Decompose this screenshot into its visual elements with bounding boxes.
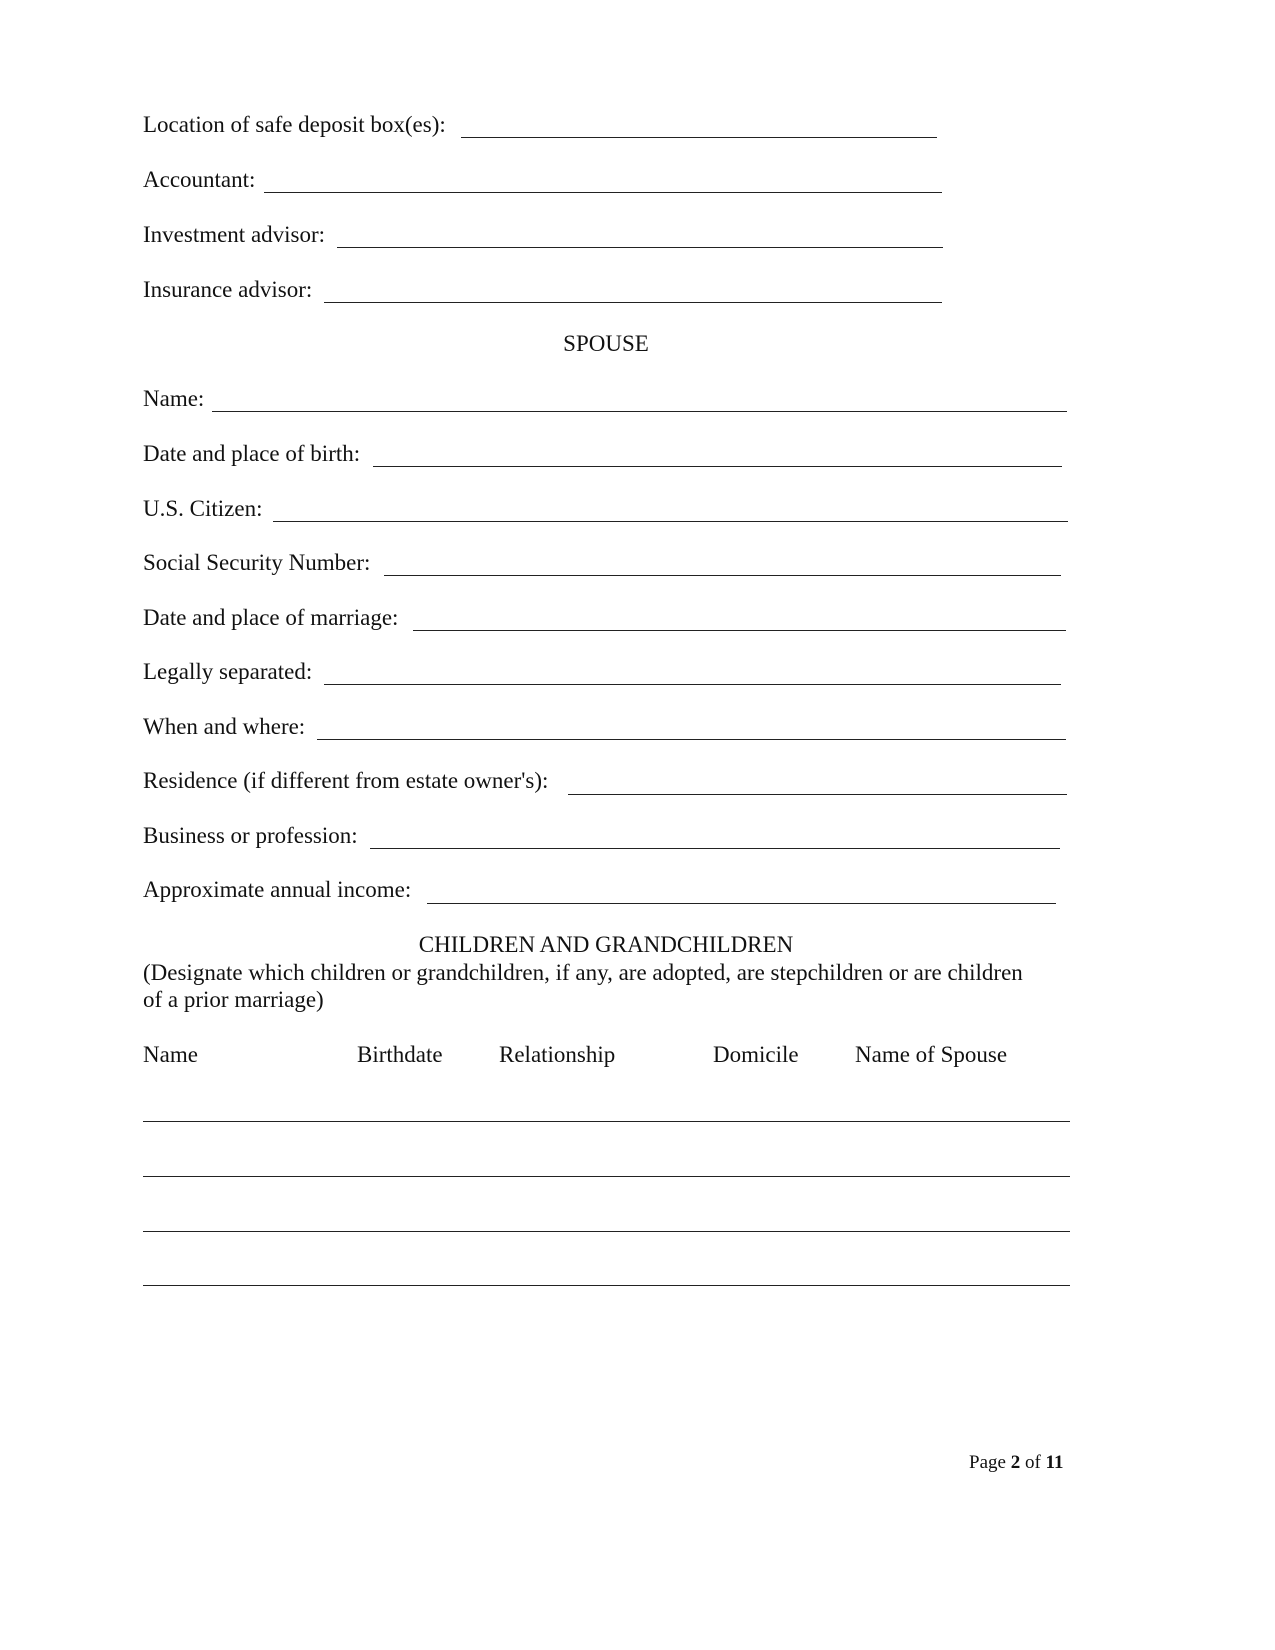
column-header-name: Name: [143, 1042, 198, 1067]
section-heading-children: CHILDREN AND GRANDCHILDREN: [418, 932, 794, 957]
spouse-line-income[interactable]: [427, 903, 1056, 904]
section-heading-spouse: SPOUSE: [563, 331, 649, 356]
field-line-insurance-advisor[interactable]: [324, 302, 942, 303]
children-note-line1: (Designate which children or grandchildren, if any, are adopted, are stepchildren or are children: [143, 960, 1023, 985]
children-row-line[interactable]: [143, 1176, 1070, 1177]
column-header-domicile: Domicile: [713, 1042, 799, 1067]
page-number: [969, 1452, 1063, 1474]
spouse-line-marriage[interactable]: [413, 630, 1066, 631]
spouse-label-business: Business or profession:: [143, 823, 358, 848]
spouse-line-name[interactable]: [212, 411, 1067, 412]
children-row-line[interactable]: [143, 1285, 1070, 1286]
spouse-label-birth: Date and place of birth:: [143, 441, 361, 466]
children-note-line2: of a prior marriage): [143, 987, 324, 1012]
spouse-line-birth[interactable]: [373, 466, 1062, 467]
spouse-label-name: Name:: [143, 386, 205, 411]
field-label-safe-deposit: Location of safe deposit box(es):: [143, 112, 446, 137]
page-prefix: Page: [969, 1452, 1006, 1473]
spouse-label-income: Approximate annual income:: [143, 877, 412, 902]
column-header-birthdate: Birthdate: [357, 1042, 443, 1067]
spouse-label-ssn: Social Security Number:: [143, 550, 371, 575]
column-header-relationship: Relationship: [499, 1042, 616, 1067]
spouse-label-residence: Residence (if different from estate owner's):: [143, 768, 549, 793]
children-row-line[interactable]: [143, 1231, 1070, 1232]
page-of: of: [1024, 1452, 1041, 1473]
spouse-line-separated[interactable]: [324, 684, 1061, 685]
page-total: 11: [1045, 1452, 1064, 1473]
spouse-label-when-where: When and where:: [143, 714, 306, 739]
page-current: 2: [1010, 1452, 1021, 1473]
field-label-accountant: Accountant:: [143, 167, 256, 192]
field-line-accountant[interactable]: [264, 192, 942, 193]
field-line-investment-advisor[interactable]: [337, 247, 943, 248]
column-header-spouse-name: Name of Spouse: [855, 1042, 1008, 1067]
spouse-line-when-where[interactable]: [317, 739, 1066, 740]
spouse-line-citizen[interactable]: [273, 521, 1068, 522]
spouse-label-separated: Legally separated:: [143, 659, 313, 684]
spouse-label-citizen: U.S. Citizen:: [143, 496, 263, 521]
spouse-line-ssn[interactable]: [384, 575, 1061, 576]
spouse-label-marriage: Date and place of marriage:: [143, 605, 399, 630]
spouse-line-business[interactable]: [370, 848, 1060, 849]
field-line-safe-deposit[interactable]: [461, 137, 937, 138]
field-label-insurance-advisor: Insurance advisor:: [143, 277, 313, 302]
spouse-line-residence[interactable]: [568, 794, 1067, 795]
field-label-investment-advisor: Investment advisor:: [143, 222, 326, 247]
children-row-line[interactable]: [143, 1121, 1070, 1122]
